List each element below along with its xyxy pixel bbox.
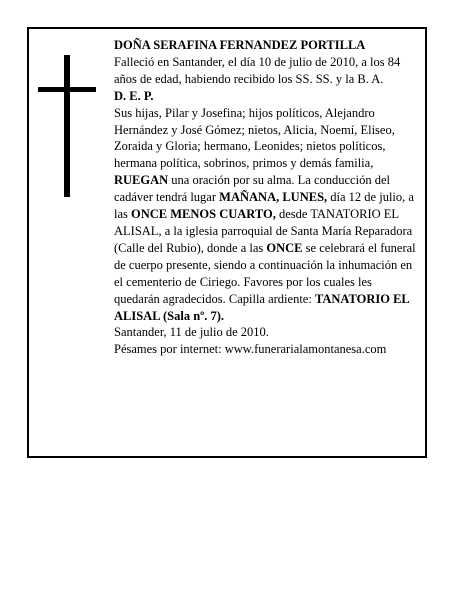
request-text-2: día 12 de julio, a las [114,190,414,222]
request-text-4: se celebrará el funeral de cuerpo presente, siendo a continuación la inhumación en el cementerio de Ciriego. Favores por los cuales les quedarán agradecidos. Capilla ardiente: [114,240,416,306]
request-text-1: una oración por su alma. La conducción del cadáver tendrá lugar [114,173,390,205]
funeral-day: MAÑANA, LUNES, [219,190,328,205]
deceased-name: DOÑA SERAFINA FERNANDEZ PORTILLA [114,38,366,52]
cross-icon [38,55,98,197]
family-list: Sus hijas, Pilar y Josefina; hijos políticos, Alejandro Hernández y José Gómez; nietos, Alicia, Noemí, Eliseo, Zoraida y Gloria; hermano, Leonides; nietos políticos, hermana política, sobrinos, primos y demás familia, [114,105,395,171]
ruegan-text: RUEGAN [114,173,169,188]
mass-time: ONCE [266,240,303,255]
chapel-location: TANATORIO EL ALISAL (Sala nº. 7). [114,291,410,323]
funeral-request [114,172,418,324]
cross-horizontal-bar [38,87,96,92]
death-statement: Falleció en Santander, el día 10 de julio de 2010, a los 84 años de edad, habiendo recibido los SS. SS. y la B. A. [114,54,401,86]
funeral-time: ONCE MENOS CUARTO, [131,207,276,222]
condolences-line: Pésames por internet: www.funerarialamontanesa.com [114,342,387,357]
cross-vertical-bar [64,55,70,197]
request-text-3: desde TANATORIO EL ALISAL, a la iglesia parroquial de Santa María Reparadora (Calle del Rubio), donde a las [114,207,413,255]
date-line: Santander, 11 de julio de 2010. [114,325,269,340]
notice-body [114,37,418,358]
rip-line: D. E. P. [114,88,154,103]
